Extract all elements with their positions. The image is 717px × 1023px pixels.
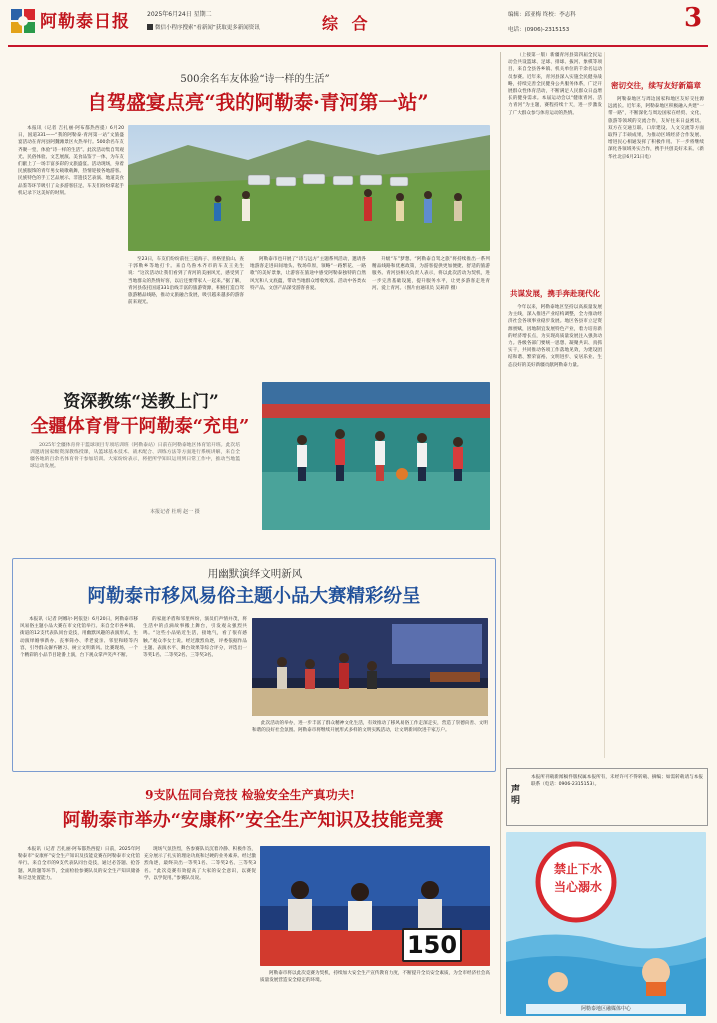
article3-col1-text: 本报讯（记者 阿娜尔·阿依登）6月20日，阿勒泰市移风易俗主题小品大赛在市文化馆举行。来自全市各乡镇、街道的12支代表队同台竞技，用幽默风趣的表演形式，生动演绎婚事新办、丧事简办、孝老爱亲、邻里和睦等内容，引导群众摒弃陋习、树立文明新风。比赛现场，一个个精彩的小品节目轮番上演，台下观众掌声笑声不断。 — [20, 617, 138, 659]
app-note — [147, 23, 260, 31]
article2-headline: 全疆体育骨干阿勒泰“充电” — [30, 416, 250, 437]
article3-col3-text: 此次活动的举办，进一步丰富了群众精神文化生活，有效推动了移风易俗工作走深走实，营造了崇德向善、文明和谐的良好社会氛围。阿勒泰市将继续开展形式多样的文明实践活动，让文明新风吹进千家万户。 — [252, 721, 488, 734]
article2-body — [30, 442, 240, 486]
notice-text — [531, 774, 703, 820]
article3-col3 — [252, 720, 488, 764]
right-right-text-body: 阿勒泰地区与周边国家和地区友好交往源远流长。近年来，阿勒泰地区积极融入共建“一带一路”，不断深化与周边国家在经贸、文化、旅游等领域的交流合作，友好往来日益密切。双方在交通互联、口岸建设、人文交流等方面取得了丰硕成果，为推动区域经济合作发展、增进民心相通发挥了积极作用。下一步将继续深化各领域务实合作，携手共创美好未来。（新华社北京6月21日电） — [608, 97, 704, 160]
phone-line: 电话：(0906)-2315153 — [508, 27, 570, 33]
page-number: 3 — [684, 3, 703, 33]
article3-col1 — [20, 616, 138, 762]
article4-col3-text: 阿勒泰市将以此次竞赛为契机，持续加大安全生产宣传教育力度，不断提升全员安全素质，为全市经济社会高质量发展营造安全稳定的环境。 — [260, 971, 490, 984]
article3-col2 — [143, 616, 247, 762]
article3-kicker: 用幽默演绎文明新风 — [207, 568, 303, 580]
article2-photo — [262, 382, 490, 530]
app-note-text: 微信小程序搜索“看新闻”获取更多新闻资讯 — [155, 25, 260, 31]
article1-col2-text: 至23日，车友们纷纷前往三道海子、青格里狼山、查干郭勒乡等地打卡。来自乌鲁木齐市的车友王先生说：“这次活动让我们看到了青河的美丽风光，感受到了当地群众的热情好客，以后还要带家人一起来。”据了解，青河县依托国道331沿线丰富的旅游资源，积极打造自驾旅游精品线路，推动文旅融合发展，吸引越来越多的游客前来观光。 — [128, 257, 244, 306]
article1-col1-text: 本报讯（记者 吉扎丽·阿布都热西提）6月20日，国道331——“我的阿勒泰·青河第一站”文旅盛宴活动在青河县阿魏滩景区火热举行。500余名车友齐聚一堂，体验“诗一样的生活”。此次活动集自驾观光、民俗体验、文艺展演、美食品鉴于一体，为车友们献上了一场丰富多彩的文旅盛宴。活动现场，身着民族服饰的青年男女载歌载舞，热情迎接各地游客。民族特色的手工艺品展示、非遗技艺表演、地道美食品鉴等环节吸引了众多游客驻足。车友们纷纷拿起手机记录下这美好的时刻。 — [18, 126, 124, 196]
poster-credit: 阿勒泰地区融媒体中心 — [580, 1006, 631, 1012]
article2-kicker: 资深教练“送教上门” — [63, 392, 219, 412]
article1-col2 — [128, 256, 244, 362]
article4-col2 — [144, 846, 256, 1016]
newspaper-logo-icon — [10, 8, 36, 34]
article1-kicker: 500余名车友体验“诗一样的生活” — [180, 74, 330, 85]
article4-col3 — [260, 970, 490, 1016]
article3-col2-text: 的家庭矛盾和邻里纠纷，演员们声情并茂，将生活中的点滴故事搬上舞台，引发观众强烈共鸣。“这些小品贴近生活，接地气，看了很有感触。”观众李女士说。经过激烈角逐，评委依据作品主题、表演水平、舞台效果等综合评分，评选出一等奖1名、二等奖2名、三等奖3名。 — [143, 617, 247, 659]
article4-kicker: 9支队伍同台竞技 检验安全生产真功夫! — [145, 788, 355, 802]
notice-box — [506, 768, 708, 826]
article4-col1-text: 本报讯（记者 吉扎丽·阿布都热西提）日前，2025年阿勒泰市“安康杯”安全生产知识及技能竞赛在阿勒泰市文化馆举行。来自全市的9支代表队同台竞技，通过必答题、抢答题、风险题等环节，全面检验参赛队员的安全生产知识储备和应急处置能力。 — [18, 847, 140, 881]
right-subheading-2: 密切交往，续写友好新篇章 — [611, 81, 701, 90]
notice-text-body: 本报所刊载新闻稿件版权属本报所有，未经许可不得转载、摘编；如需转载请与本报联系（电话：0906-2315153）。 — [531, 775, 703, 787]
article4-col2-text: 现场气氛热烈，各参赛队员沉着冷静、积极作答，充分展示了扎实的理论功底和过硬的业务素养。经过激烈角逐，最终决出一等奖1名、二等奖2名、三等奖3名。“此次竞赛有效提高了大家的安全意识，以赛促学、以学促用。”参赛队员说。 — [144, 847, 256, 881]
article3-headline: 阿勒泰市移风易俗主题小品大赛精彩纷呈 — [87, 586, 421, 607]
article2-byline: 本报记者 杜明 赵一 摄 — [150, 509, 200, 515]
right-mid-text-body: 今年以来，阿勒泰地区坚持以高质量发展为主线，深入推进产业结构调整，全力推动经济社会各项事业稳步发展。地区各县市立足资源禀赋，因地制宜发展特色产业，着力培育新的经济增长点，为实现高质量发展注入强劲动力。各级各部门要统一思想、凝聚共识、真抓实干，共同推动各项工作落地见效，为建设团结和谐、繁荣富裕、文明进步、安居乐业、生态良好的美好新疆贡献阿勒泰力量。 — [508, 305, 602, 368]
article1-col4 — [372, 256, 490, 362]
newspaper-name: 阿勒泰日报 — [40, 12, 130, 32]
article4-col1 — [18, 846, 140, 1016]
article1-headline: 自驾盛宴点亮“我的阿勒泰·青河第一站” — [87, 91, 429, 114]
article2-body-text: 2025年全疆体育骨干篮球项目专项培训班（阿勒泰站）日前在阿勒泰地区体育馆开班。此次培训邀请国家级资深教练授课，从篮球基本技术、战术配合、训练方法等方面进行系统讲解，来自全疆各地的百余名体育骨干参加培训。大家纷纷表示，将把所学知识运用到日常工作中，推动当地篮球运动发展。 — [30, 443, 240, 469]
masthead-rule — [8, 45, 708, 47]
article3-photo — [252, 618, 488, 716]
right-right-text — [608, 96, 704, 756]
scoreboard-value: 150 — [406, 931, 458, 959]
right-subheading-1: 共谋发展，携手奔赴现代化 — [510, 289, 600, 298]
article1-photo — [128, 125, 490, 251]
article1-col3-text: 阿勒泰市也开展了“诗与远方”主题系列活动，邀请各地游客走进田间地头、牧场草原，领略“一路繁花、一路歌”的美好景象，让游客在旅途中感受阿勒泰独特的自然风光和人文底蕴，带动当地群众增收致富。活动中各类农特产品、文创产品深受游客喜爱。 — [250, 257, 366, 291]
article4-headline: 阿勒泰市举办“安康杯”安全生产知识及技能竞赛 — [62, 810, 444, 831]
qr-icon — [147, 24, 153, 30]
editor-line: 编辑：邱亚梅 终校：李志科 — [508, 12, 576, 18]
right-top-text — [508, 52, 602, 274]
poster-line-1: 禁止下水 — [553, 862, 602, 876]
scoreboard — [402, 928, 462, 962]
article1-col3 — [250, 256, 366, 362]
right-mid-text — [508, 304, 602, 756]
right-top-text-body: （上接第一版）新疆青河县第四届全民运动会共设篮球、足球、排球、拔河、象棋等项目，来自全县各乡镇、机关单位的千余名运动员参赛。近年来，青河县深入实施全民健身战略，持续完善全民健身公共服务体系，广泛开展群众性体育活动，不断满足人民群众日益增长的健身需求。本届运动会以“健康青河、活力青河”为主题，赛程持续十天，进一步激发了广大群众参与体育运动的热情。 — [508, 53, 602, 116]
column-divider — [500, 52, 501, 1014]
masthead — [0, 0, 717, 44]
section-title: 综 合 — [322, 14, 372, 33]
poster-line-2: 当心溺水 — [553, 880, 602, 894]
notice-label: 声明 — [511, 785, 521, 806]
issue-date: 2025年6月24日 星期二 — [147, 11, 212, 18]
column-divider-2 — [604, 52, 605, 758]
article1-col4-text: 升级“车”梦想。“阿勒泰自驾之旅”将持续推出一系列精品线路和优惠政策，为游客提供更加便捷、舒适的旅游服务。青河县相关负责人表示，将以此次活动为契机，进一步完善基础设施，提升服务水平，让更多游客走进青河、爱上青河。（图片由通讯员 吴莉萍 摄） — [372, 257, 490, 291]
article1-col1 — [18, 125, 124, 362]
